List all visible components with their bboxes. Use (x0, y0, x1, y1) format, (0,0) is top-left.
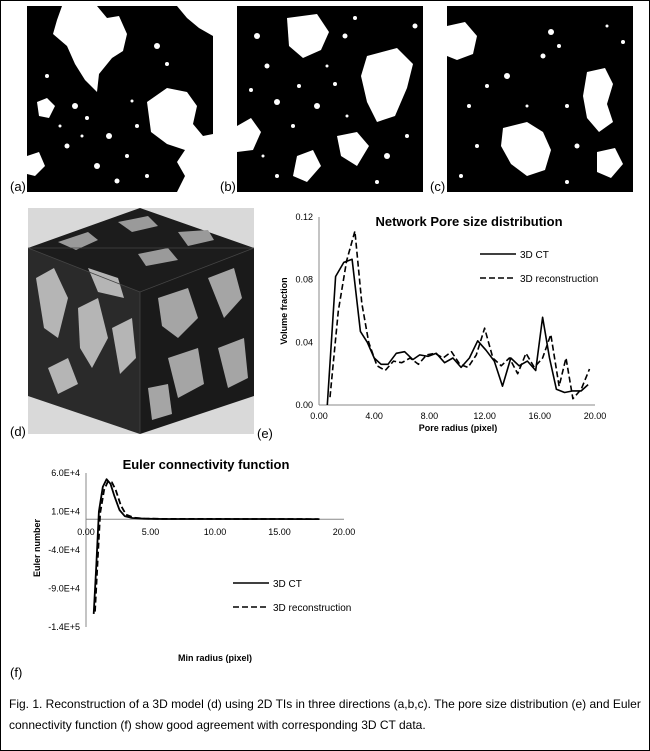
image-panel-b (237, 6, 423, 192)
x-tick-label: 20.00 (583, 411, 607, 421)
y-tick-label: -9.0E+4 (48, 583, 80, 594)
y-axis-title: Volume fraction (279, 277, 289, 345)
y-tick-label: 0.08 (295, 274, 313, 285)
panel-label-e: (e) (257, 426, 273, 441)
x-tick-label: 4.00 (365, 411, 383, 421)
y-tick-label: 0.04 (295, 337, 313, 348)
y-tick-label: 6.0E+4 (51, 468, 80, 478)
panel-label-d: (d) (10, 424, 26, 439)
euler-chart (0, 450, 420, 666)
cube-panel-d (28, 208, 254, 434)
chart-title: Network Pore size distribution (375, 214, 563, 229)
x-tick-label: 20.00 (332, 527, 356, 538)
x-tick-label: 12.00 (473, 411, 496, 421)
x-tick-label: 16.00 (528, 411, 552, 421)
panel-label-f: (f) (10, 665, 23, 680)
legend-label-1: 3D CT (273, 579, 302, 590)
y-tick-label: 1.0E+4 (51, 506, 80, 517)
panel-label-c: (c) (430, 179, 446, 194)
x-tick-label: 8.00 (420, 411, 439, 421)
chart-title: Euler connectivity function (122, 457, 290, 472)
x-axis-title: Pore radius (pixel) (418, 423, 498, 433)
y-tick-label: 0.00 (295, 400, 313, 410)
legend-label-1: 3D CT (520, 250, 549, 261)
y-tick-label: 0.12 (295, 212, 313, 222)
x-tick-label: 15.00 (268, 527, 291, 538)
x-tick-label: 10.00 (203, 527, 227, 538)
y-tick-label: -4.0E+4 (48, 545, 80, 555)
panel-label-b: (b) (220, 179, 236, 194)
x-tick-label: 0.00 (310, 411, 328, 421)
figure-caption: Fig. 1. Reconstruction of a 3D model (d) using 2D TIs in three directions (a,b,c). The pore size distribution (e) and Euler connectivity function (f) show good agreement with corresponding 3D CT data. (9, 697, 641, 732)
panel-label-a: (a) (10, 179, 26, 194)
image-panel-a (27, 6, 213, 192)
series-line-2 (95, 482, 320, 612)
series-line-1 (94, 479, 319, 614)
legend-label-2: 3D reconstruction (273, 603, 352, 614)
series-line-2 (330, 231, 590, 399)
x-tick-label: 0.00 (77, 527, 95, 538)
y-axis-title: Euler number (32, 518, 42, 578)
x-tick-label: 5.00 (141, 527, 160, 538)
pore-size-chart (262, 206, 646, 438)
image-panel-c (447, 6, 633, 192)
x-axis-title: Min radius (pixel) (177, 653, 253, 663)
y-tick-label: -1.4E+5 (48, 622, 80, 632)
legend-label-2: 3D reconstruction (520, 274, 599, 285)
